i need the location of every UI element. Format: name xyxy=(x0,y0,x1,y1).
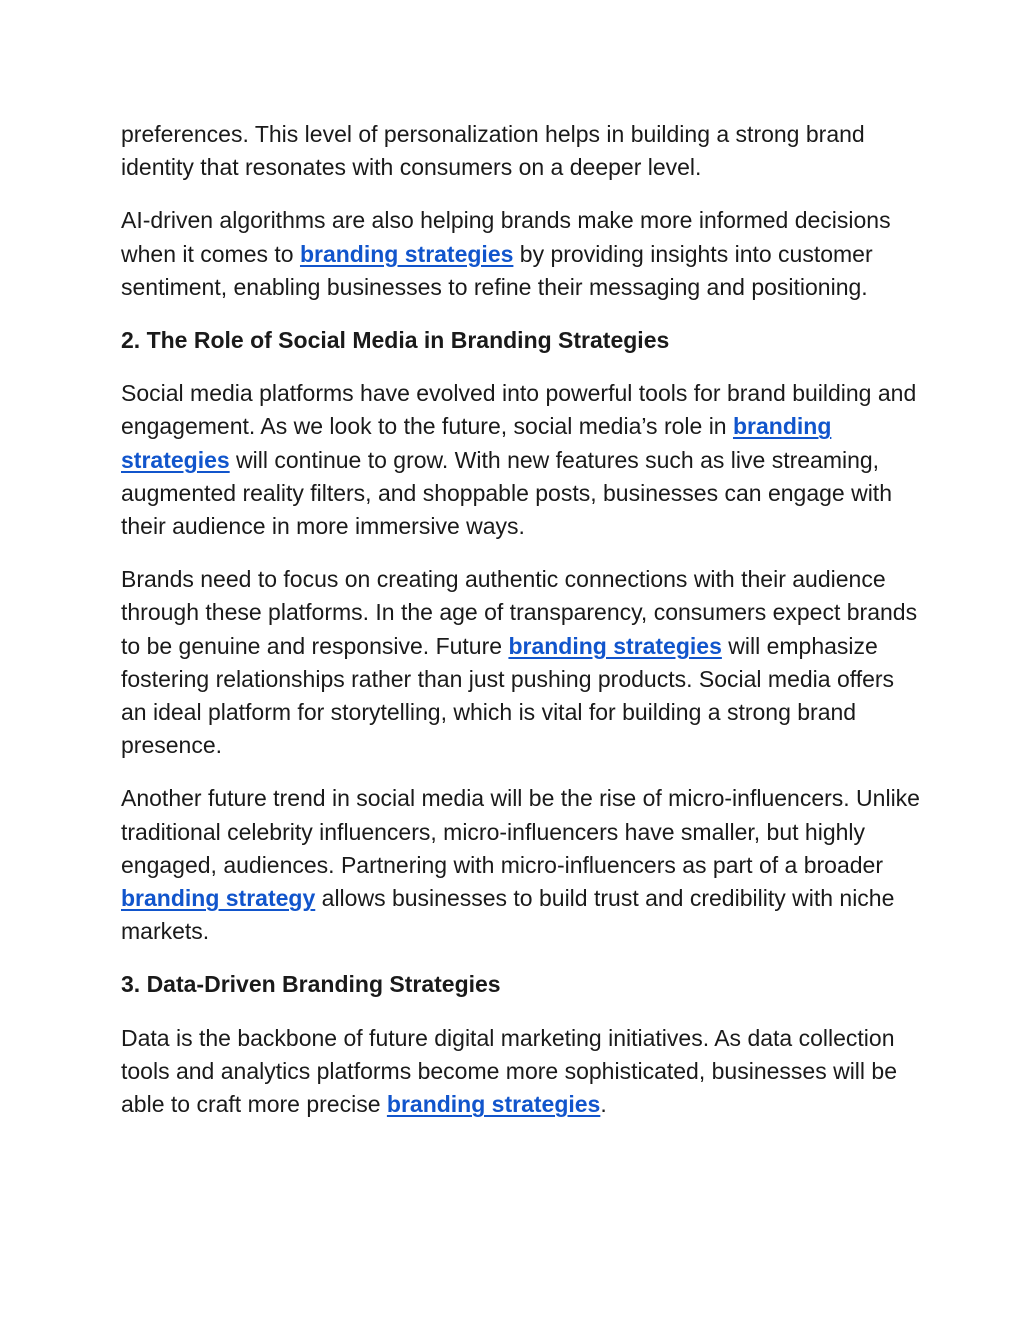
paragraph-text-before: Another future trend in social media will be the rise of micro-influencers. Unlike traditional celebrity influencers, micro-influencers have smaller, but highly engaged, audiences. Partnering with micro-influencers as part of a broader xyxy=(121,785,920,878)
paragraph-text-after: . xyxy=(600,1091,607,1118)
paragraph-text-after: will emphasize fostering relationships rather than just pushing products. Social media offers an ideal platform for storytelling, which is vital for building a strong brand presence. xyxy=(121,632,895,759)
paragraph-text-before: Social media platforms have evolved into powerful tools for brand building and engagement. As we look to the future, social media’s role in xyxy=(121,380,917,440)
paragraph-data-backbone xyxy=(121,1022,921,1122)
document-page xyxy=(121,118,921,1141)
section-heading-data-driven: 3. Data-Driven Branding Strategies xyxy=(121,971,501,998)
branding-strategies-link[interactable]: branding strategies xyxy=(508,632,722,659)
paragraph-text: preferences. This level of personalization helps in building a strong brand identity that resonates with consumers on a deeper level. xyxy=(121,121,865,181)
branding-strategies-link[interactable]: branding strategies xyxy=(121,413,832,473)
paragraph-social-media-platforms xyxy=(121,377,921,543)
branding-strategy-link[interactable]: branding strategy xyxy=(121,885,316,912)
paragraph-personalization xyxy=(121,118,921,184)
paragraph-text-after: allows businesses to build trust and credibility with niche markets. xyxy=(121,885,895,945)
paragraph-authentic-connections xyxy=(121,563,921,762)
paragraph-text-before: Data is the backbone of future digital marketing initiatives. As data collection tools and analytics platforms become more sophisticated, businesses will be able to craft more precise xyxy=(121,1024,897,1118)
paragraph-micro-influencers xyxy=(121,782,921,948)
paragraph-text-after: will continue to grow. With new features such as live streaming, augmented reality filters, and shoppable posts, businesses can engage with their audience in more immersive ways. xyxy=(121,446,892,540)
paragraph-text-after: by providing insights into customer sentiment, enabling businesses to refine their messaging and positioning. xyxy=(121,240,873,300)
paragraph-ai-algorithms xyxy=(121,204,921,304)
branding-strategies-link[interactable]: branding strategies xyxy=(299,240,514,267)
section-heading-social-media: 2. The Role of Social Media in Branding Strategies xyxy=(121,327,670,354)
paragraph-text-before: Brands need to focus on creating authentic connections with their audience through these platforms. In the age of transparency, consumers expect brands to be genuine and responsive. Future xyxy=(121,566,918,659)
paragraph-text-before: AI-driven algorithms are also helping brands make more informed decisions when it comes to xyxy=(121,207,891,267)
branding-strategies-link[interactable]: branding strategies xyxy=(386,1091,601,1118)
